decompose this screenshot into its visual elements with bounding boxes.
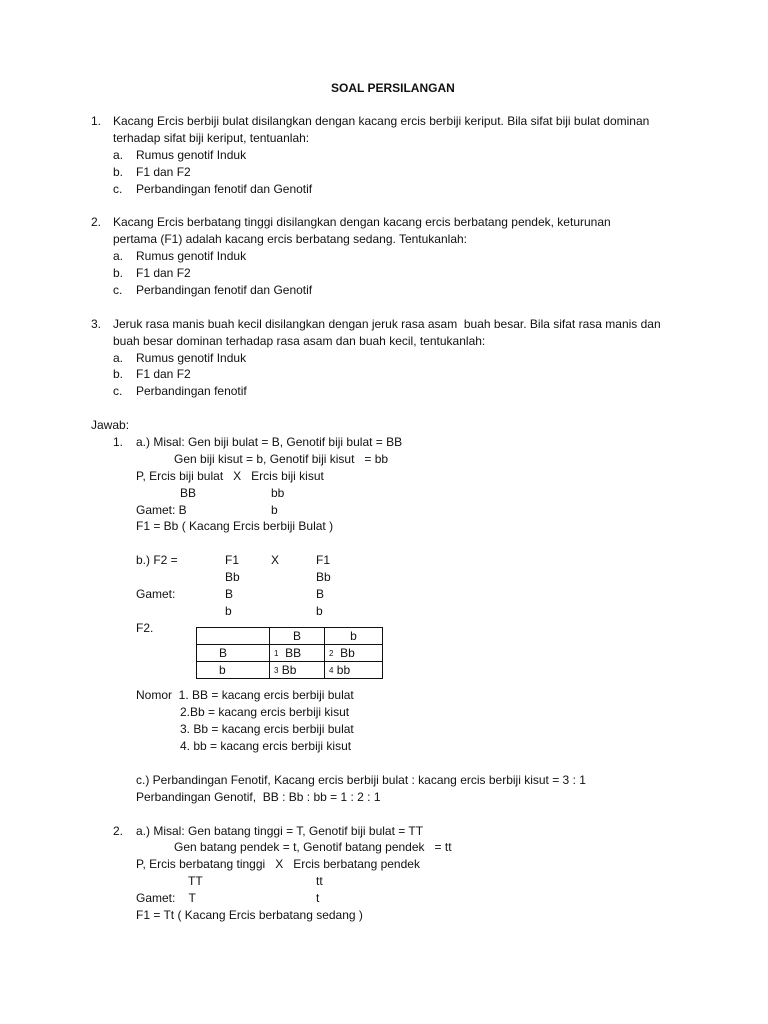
answer-1-gamet-B-right: B: [316, 587, 325, 601]
punnett-row: [197, 645, 383, 662]
punnett-header-corner: [197, 628, 270, 645]
nomor-line-2: 2.Bb = kacang ercis berbiji kisut: [180, 705, 350, 719]
question-2-item-a: Rumus genotif Induk: [136, 249, 247, 263]
answer-2-number: 2.: [113, 824, 124, 838]
document-title: SOAL PERSILANGAN: [331, 81, 455, 95]
answer-1-f1-left: F1: [225, 553, 240, 567]
answer-1-b-label: b.) F2 =: [136, 553, 178, 567]
punnett-cell: [270, 645, 325, 662]
punnett-square-table: [196, 627, 383, 679]
question-3-item-c-letter: c.: [113, 384, 123, 398]
answer-2-parent-left: TT: [188, 874, 203, 888]
punnett-header-row: [197, 628, 383, 645]
punnett-cell-genotype: BB: [285, 645, 302, 660]
question-1-number: 1.: [91, 114, 102, 128]
question-3-item-b: F1 dan F2: [136, 367, 191, 381]
answer-1-genotif-ratio: Perbandingan Genotif, BB : Bb : bb = 1 : 2 : 1: [136, 790, 381, 804]
question-1-line-1: Kacang Ercis berbiji bulat disilangkan dengan kacang ercis berbiji keriput. Bila sifat biji bulat dominan: [113, 114, 650, 128]
question-1-item-c-letter: c.: [113, 182, 123, 196]
jawab-label: Jawab:: [91, 418, 130, 432]
question-1-item-b: F1 dan F2: [136, 165, 191, 179]
punnett-cell-genotype: Bb: [281, 662, 297, 677]
nomor-line-1: Nomor 1. BB = kacang ercis berbiji bulat: [136, 688, 354, 702]
answer-1-cross-x: X: [271, 553, 280, 567]
answer-2-misal-1: a.) Misal: Gen batang tinggi = T, Genotif biji bulat = TT: [136, 824, 424, 838]
question-2-item-c: Perbandingan fenotif dan Genotif: [136, 283, 313, 297]
question-3-line-2: buah besar dominan terhadap rasa asam dan buah kecil, tentukanlah:: [113, 334, 486, 348]
answer-1-f1-line: F1 = Bb ( Kacang Ercis berbiji Bulat ): [136, 519, 334, 533]
question-2-item-b: F1 dan F2: [136, 266, 191, 280]
answer-1-gamet2-label: Gamet:: [136, 587, 176, 601]
question-2-line-2: pertama (F1) adalah kacang ercis berbatang sedang. Tentukanlah:: [113, 232, 468, 246]
question-1-item-a-letter: a.: [113, 148, 124, 162]
answer-1-parent-right: bb: [271, 486, 285, 500]
nomor-line-3: 3. Bb = kacang ercis berbiji bulat: [180, 722, 354, 736]
answer-1-gamet-right: b: [271, 503, 278, 517]
question-2-item-b-letter: b.: [113, 266, 124, 280]
punnett-header-cell: B: [270, 628, 325, 645]
nomor-line-4: 4. bb = kacang ercis berbiji kisut: [180, 739, 352, 753]
question-2-item-a-letter: a.: [113, 249, 124, 263]
question-3-item-a-letter: a.: [113, 351, 124, 365]
punnett-cell-number: 2: [329, 648, 334, 658]
question-3-number: 3.: [91, 317, 102, 331]
answer-1-gamet-B-left: B: [225, 587, 234, 601]
question-1-line-2: terhadap sifat biji keriput, tentuanlah:: [113, 131, 310, 145]
question-3-line-1: Jeruk rasa manis buah kecil disilangkan dengan jeruk rasa asam buah besar. Bila sifat rasa manis dan: [113, 317, 661, 331]
question-1-item-b-letter: b.: [113, 165, 124, 179]
question-3-item-b-letter: b.: [113, 367, 124, 381]
answer-2-p-line: P, Ercis berbatang tinggi X Ercis berbatang pendek: [136, 857, 420, 871]
punnett-cell: [325, 645, 383, 662]
answer-1-gamet-b-right: b: [316, 604, 323, 618]
punnett-row: [197, 662, 383, 679]
punnett-cell: [270, 662, 325, 679]
punnett-row-label: B: [197, 645, 270, 662]
punnett-cell-genotype: bb: [336, 662, 351, 677]
question-1-item-c: Perbandingan fenotif dan Genotif: [136, 182, 313, 196]
question-3-item-c: Perbandingan fenotif: [136, 384, 247, 398]
question-2-item-c-letter: c.: [113, 283, 123, 297]
answer-2-gamet-line: Gamet: T: [136, 891, 196, 905]
answer-1-misal-2: Gen biji kisut = b, Genotif biji kisut = bb: [174, 452, 389, 466]
answer-2-misal-2: Gen batang pendek = t, Genotif batang pendek = tt: [174, 840, 452, 854]
answer-2-parent-right: tt: [316, 874, 323, 888]
punnett-cell: [325, 662, 383, 679]
answer-1-bb-right: Bb: [316, 570, 331, 584]
punnett-header-cell: b: [325, 628, 383, 645]
answer-1-gamet-line: Gamet: B: [136, 503, 187, 517]
punnett-cell-number: 1: [274, 648, 279, 658]
answer-2-gamet-right: t: [316, 891, 320, 905]
punnett-cell-number: 3: [274, 665, 279, 675]
answer-1-parent-left: BB: [180, 486, 197, 500]
question-1-item-a: Rumus genotif Induk: [136, 148, 247, 162]
question-2-number: 2.: [91, 215, 102, 229]
punnett-row-label: b: [197, 662, 270, 679]
answer-1-f2-label: F2.: [136, 621, 154, 635]
punnett-cell-genotype: Bb: [340, 645, 355, 660]
answer-1-bb-left: Bb: [225, 570, 240, 584]
question-3-item-a: Rumus genotif Induk: [136, 351, 247, 365]
answer-1-p-line: P, Ercis biji bulat X Ercis biji kisut: [136, 469, 324, 483]
answer-1-fenotif-ratio: c.) Perbandingan Fenotif, Kacang ercis berbiji bulat : kacang ercis berbiji kisut = 3 : 1: [136, 773, 586, 787]
answer-2-f1-line: F1 = Tt ( Kacang Ercis berbatang sedang ): [136, 908, 363, 922]
answer-1-gamet-b-left: b: [225, 604, 232, 618]
question-2-line-1: Kacang Ercis berbatang tinggi disilangkan dengan kacang ercis berbatang pendek, keturunan: [113, 215, 611, 229]
answer-1-number: 1.: [113, 435, 124, 449]
punnett-cell-number: 4: [329, 665, 334, 675]
answer-1-misal-1: a.) Misal: Gen biji bulat = B, Genotif biji bulat = BB: [136, 435, 403, 449]
answer-1-f1-right: F1: [316, 553, 331, 567]
